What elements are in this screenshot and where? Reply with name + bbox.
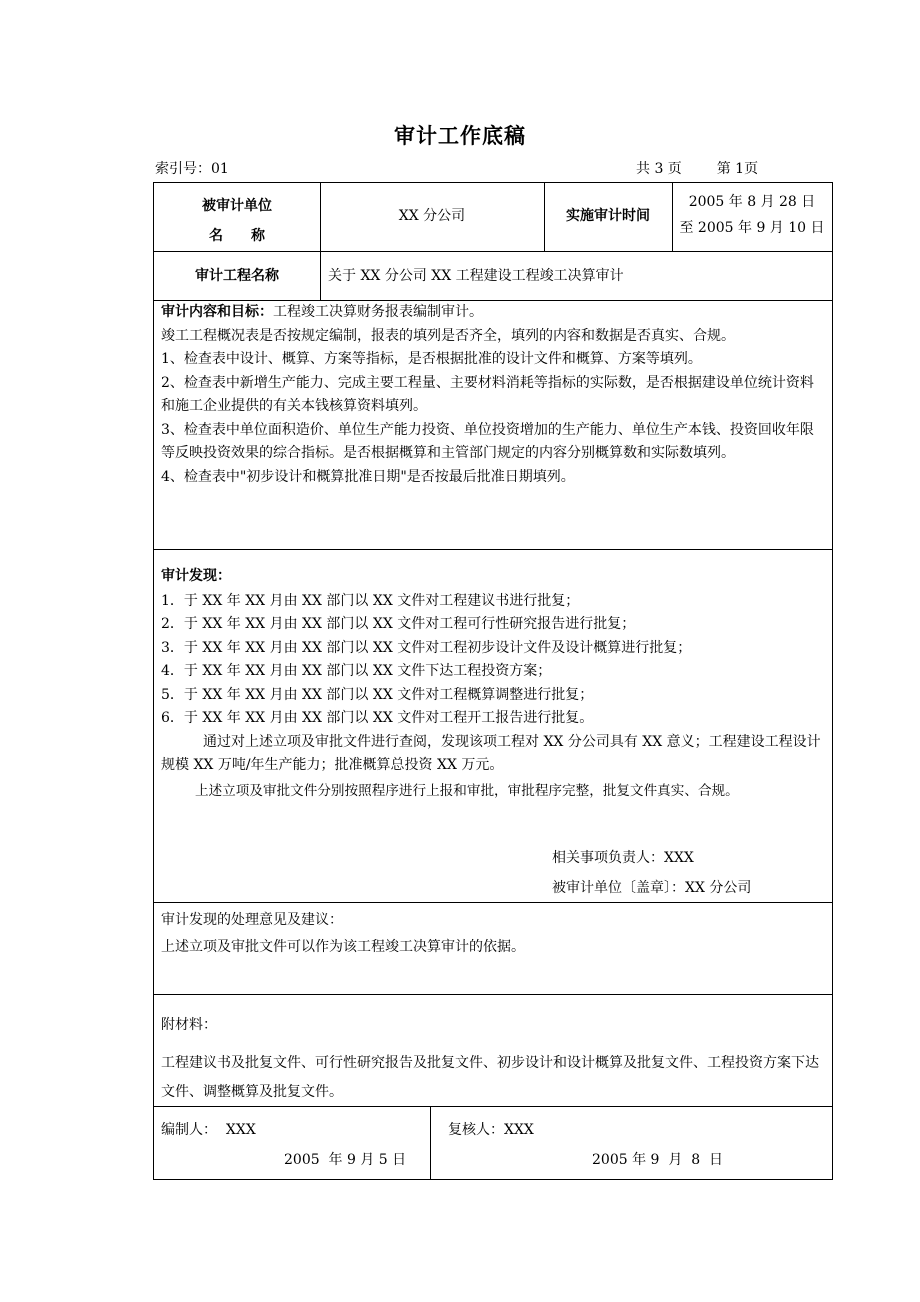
findings-heading: 审计发现： <box>161 568 231 584</box>
preparer-date: 2005 年 9 月 5 日 <box>284 1152 407 1168</box>
preparer: 编制人： XXX <box>161 1122 256 1138</box>
content-line: 4、检查表中"初步设计和概算批准日期"是否按最后批准日期填列。 <box>161 468 575 485</box>
col-divider <box>320 183 321 300</box>
responsible-person: 相关事项负责人：XXX <box>552 850 694 866</box>
finding-item: 2．于 XX 年 XX 月由 XX 部门以 XX 文件对工程可行性研究报告进行批复； <box>161 616 636 632</box>
opinion-text: 上述立项及审批文件可以作为该工程竣工决算审计的依据。 <box>161 939 525 955</box>
audit-time-value: 2005 年 8 月 28 日 至 2005 年 9 月 10 日 <box>679 194 825 236</box>
row-divider <box>154 549 832 550</box>
findings-conclusion: 上述立项及审批文件分别按照程序进行上报和审批，审批程序完整，批复文件真实、合规。 <box>195 782 739 799</box>
attachments-section <box>161 1011 827 1107</box>
row-divider <box>154 251 832 252</box>
page-current: 第 1页 <box>716 161 759 177</box>
audited-unit-stamp: 被审计单位〔盖章〕：XX 分公司 <box>552 880 752 896</box>
finding-item: 1．于 XX 年 XX 月由 XX 部门以 XX 文件对工程建议书进行批复； <box>161 592 580 609</box>
opinion-section <box>161 907 827 961</box>
page-info <box>636 158 758 178</box>
content-line: 3、检查表中单位面积造价、单位生产能力投资、单位投资增加的生产能力、单位生产本钱、投资回收年限等反映投资效果的综合指标。是否根据概算和主管部门规定的内容分别概算数和实际数填列。 <box>161 421 814 461</box>
content-line: 竣工工程概况表是否按规定编制，报表的填列是否齐全，填列的内容和数据是否真实、合规。 <box>161 327 735 344</box>
page-title: 审计工作底稿 <box>394 124 526 148</box>
audited-unit-label: 被审计单位 名 称 <box>202 198 272 244</box>
project-name-label: 审计工程名称 <box>195 268 279 284</box>
audit-time-label: 实施审计时间 <box>566 208 650 224</box>
findings-section <box>161 565 829 803</box>
row-divider <box>154 994 832 995</box>
content-line: 1、检查表中设计、概算、方案等指标，是否根据批准的设计文件和概算、方案等填列。 <box>161 351 702 367</box>
audit-content-heading: 审计内容和目标： <box>161 304 273 320</box>
audit-content-section <box>161 301 827 489</box>
row-divider <box>154 902 832 903</box>
index-number: 索引号：01 <box>155 161 229 177</box>
attachments-text: 工程建议书及批复文件、可行性研究报告及批复文件、初步设计和设计概算及批复文件、工程投资方案下达文件、调整概算及批复文件。 <box>161 1055 819 1100</box>
reviewer: 复核人：XXX <box>448 1122 534 1138</box>
audited-unit-value: XX 分公司 <box>398 208 466 224</box>
findings-paragraph: 通过对上述立项及审批文件进行查阅，发现该项工程对 XX 分公司具有 XX 意义；工程建设工程设计规模 XX 万吨/年生产能力；批准概算总投资 XX 万元。 <box>161 733 821 773</box>
content-line: 2、检查表中新增生产能力、完成主要工程量、主要材料消耗等指标的实际数，是否根据建设单位统计资料和施工企业提供的有关本钱核算资料填列。 <box>161 374 814 414</box>
finding-item: 6．于 XX 年 XX 月由 XX 部门以 XX 文件对工程开工报告进行批复。 <box>161 710 594 726</box>
finding-item: 5．于 XX 年 XX 月由 XX 部门以 XX 文件对工程概算调整进行批复； <box>161 686 594 703</box>
project-name-value: 关于 XX 分公司 XX 工程建设工程竣工决算审计 <box>328 268 624 284</box>
page-total: 共 3 页 <box>636 161 682 177</box>
finding-item: 4．于 XX 年 XX 月由 XX 部门以 XX 文件下达工程投资方案； <box>161 663 552 679</box>
finding-item: 3．于 XX 年 XX 月由 XX 部门以 XX 文件对工程初步设计文件及设计概算进行批复； <box>161 639 692 656</box>
reviewer-date: 2005 年 9 月 8 日 <box>592 1152 724 1168</box>
attachments-heading: 附材料： <box>161 1017 217 1033</box>
col-divider <box>430 1106 431 1179</box>
audit-content-goal: 工程竣工决算财务报表编制审计。 <box>273 304 483 320</box>
opinion-heading: 审计发现的处理意见及建议： <box>161 912 343 928</box>
audit-table <box>153 182 833 1180</box>
